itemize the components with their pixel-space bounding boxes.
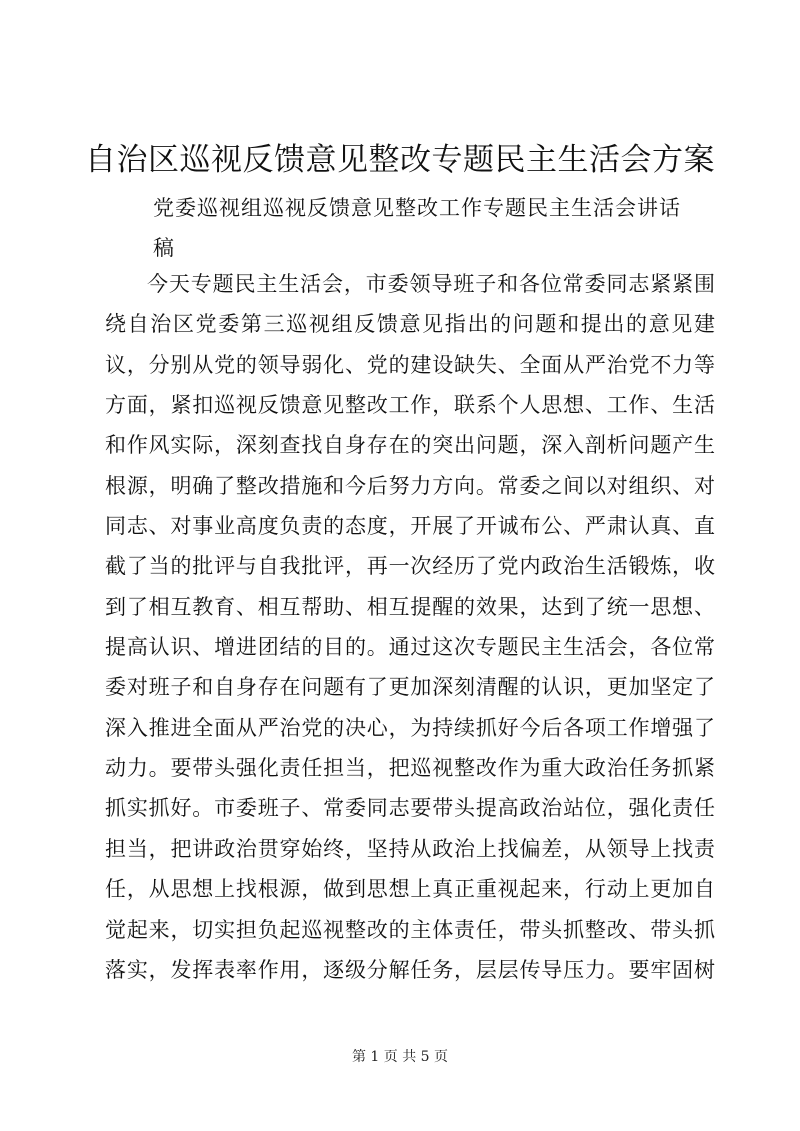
- body-line: 截了当的批评与自我批评，再一次经历了党内政治生活锻炼，收: [105, 554, 715, 579]
- document-subtitle-continued: 稿: [153, 236, 174, 260]
- body-line: 觉起来，切实担负起巡视整改的主体责任，带头抓整改、带头抓: [105, 917, 715, 942]
- body-paragraph: [105, 264, 715, 990]
- page-number-footer: 第 1 页 共 5 页: [351, 1049, 449, 1065]
- body-line: 绕自治区党委第三巡视组反馈意见指出的问题和提出的意见建: [105, 312, 715, 337]
- body-line: 今天专题民主生活会，市委领导班子和各位常委同志紧紧围: [147, 272, 715, 296]
- body-line: 委对班子和自身存在问题有了更加深刻清醒的认识，更加坚定了: [105, 675, 715, 700]
- body-line: 任，从思想上找根源，做到思想上真正重视起来，行动上更加自: [105, 877, 715, 902]
- body-line: 议，分别从党的领导弱化、党的建设缺失、全面从严治党不力等: [105, 352, 715, 377]
- document-title: 自治区巡视反馈意见整改专题民主生活会方案: [85, 142, 715, 178]
- body-line: 抓实抓好。市委班子、常委同志要带头提高政治站位，强化责任: [105, 796, 715, 821]
- body-line: 提高认识、增进团结的目的。通过这次专题民主生活会，各位常: [105, 635, 715, 660]
- body-line: 根源，明确了整改措施和今后努力方向。常委之间以对组织、对: [105, 473, 715, 498]
- body-line: 担当，把讲政治贯穿始终，坚持从政治上找偏差，从领导上找责: [105, 836, 715, 861]
- body-line: 和作风实际，深刻查找自身存在的突出问题，深入剖析问题产生: [105, 433, 715, 458]
- body-line: 落实，发挥表率作用，逐级分解任务，层层传导压力。要牢固树: [105, 957, 715, 982]
- body-line: 深入推进全面从严治党的决心，为持续抓好今后各项工作增强了: [105, 715, 715, 740]
- body-line: 到了相互教育、相互帮助、相互提醒的效果，达到了统一思想、: [105, 594, 715, 619]
- body-line: 同志、对事业高度负责的态度，开展了开诚布公、严肃认真、直: [105, 514, 715, 539]
- body-line: 方面，紧扣巡视反馈意见整改工作，联系个人思想、工作、生活: [105, 393, 715, 418]
- body-line: 动力。要带头强化责任担当，把巡视整改作为重大政治任务抓紧: [105, 756, 715, 781]
- document-subtitle: 党委巡视组巡视反馈意见整改工作专题民主生活会讲话: [153, 196, 681, 220]
